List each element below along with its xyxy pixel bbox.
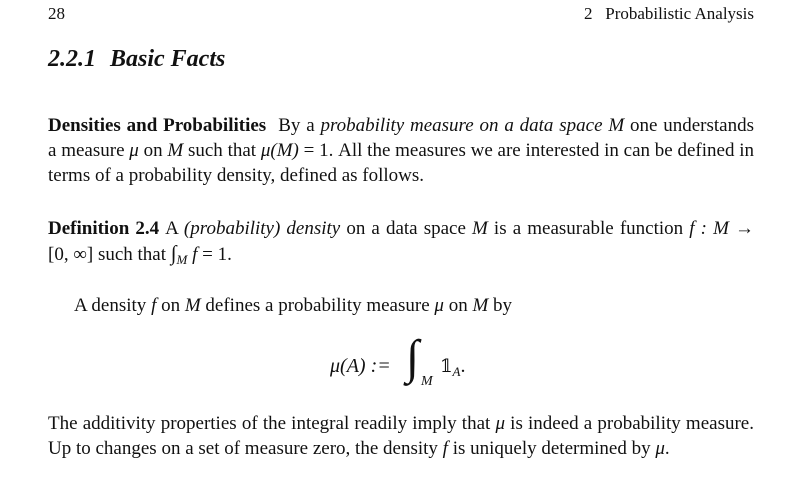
p4-math-mu2: μ: [655, 438, 665, 459]
integral-subscript: M: [421, 374, 433, 389]
chapter-title: 2 Probabilistic Analysis: [584, 4, 754, 23]
display-equation: [48, 331, 754, 400]
running-head: [48, 4, 754, 24]
equation-period: .: [460, 355, 466, 377]
page: [48, 0, 754, 486]
paragraph-density-defines: [48, 293, 754, 318]
p3-math-M: M: [184, 295, 201, 316]
def-math-f-map: f : M: [689, 218, 729, 239]
p1-math-muM: μ(M): [260, 140, 299, 161]
p1-math-M: M: [608, 115, 625, 136]
paragraph-densities: [48, 113, 754, 188]
p4-text-4: .: [664, 438, 670, 459]
indicator-symbol: 𝟙: [440, 356, 453, 377]
p3-text-5: by: [488, 295, 513, 316]
def-text-4: → [0, ∞] such that: [48, 218, 755, 265]
definition-label: Definition 2.4: [48, 218, 160, 239]
section-title: Basic Facts: [110, 46, 226, 72]
def-text-1: A: [165, 218, 184, 239]
equation-lhs: μ(A) :=: [330, 355, 391, 377]
p1-text-4: such that: [183, 140, 261, 161]
page-number: 28: [48, 4, 65, 23]
p1-text-1: By a: [278, 115, 321, 136]
p4-math-mu: μ: [495, 413, 505, 434]
def-emph-term: (probability) density: [183, 218, 341, 239]
p1-text-2: one understands a measure: [48, 115, 754, 161]
integral-sign: ∫: [406, 331, 420, 384]
section-number: 2.2.1: [48, 46, 96, 72]
p3-math-f: f: [151, 295, 157, 316]
p1-text-5: = 1. All the measures we are interested in can be defined in terms of a probability density, defined as follows.: [48, 140, 755, 186]
section-heading: [48, 46, 225, 73]
p3-text-3: defines a probability measure: [200, 295, 435, 316]
p3-math-M2: M: [472, 295, 489, 316]
def-math-M: M: [472, 218, 488, 239]
paragraph-additivity: [48, 411, 754, 461]
def-integral-sign: ∫: [170, 241, 177, 265]
p4-text-1: The additivity properties of the integral readily imply that: [48, 413, 496, 434]
p1-emph-term: probability measure on a data space: [320, 115, 609, 136]
indicator-subscript: A: [452, 364, 461, 379]
def-math-f: f: [187, 244, 198, 265]
def-integral-sub: M: [176, 252, 188, 267]
p1-text-3: on: [138, 140, 168, 161]
p3-math-mu: μ: [434, 295, 444, 316]
p4-text-3: is uniquely determined by: [447, 438, 656, 459]
p4-text-2: is indeed a probability measure. Up to changes on a set of measure zero, the density: [48, 413, 754, 459]
definition-2-4: [48, 216, 754, 272]
def-text-2: on a data space: [340, 218, 472, 239]
p3-text-2: on: [156, 295, 185, 316]
def-text-3: is a measurable function: [487, 218, 690, 239]
p3-text-4: on: [443, 295, 473, 316]
runin-heading: Densities and Probabilities: [48, 115, 267, 136]
def-text-5: = 1.: [197, 244, 232, 265]
p1-math-M2: M: [167, 140, 184, 161]
p1-math-mu: μ: [129, 140, 139, 161]
p4-math-f: f: [442, 438, 448, 459]
p3-text-1: A density: [74, 295, 152, 316]
equation-rhs: [440, 355, 465, 380]
